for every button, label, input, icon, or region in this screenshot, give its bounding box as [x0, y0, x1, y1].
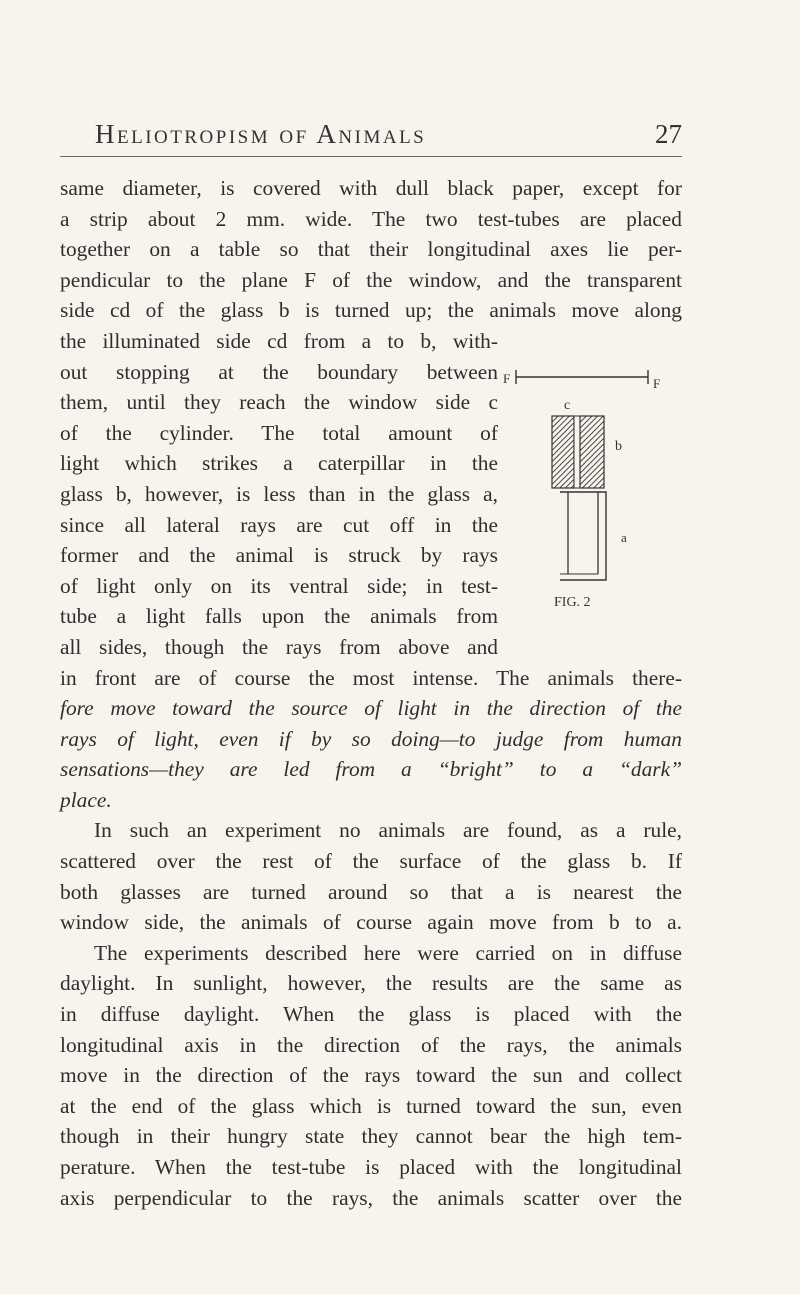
- text-line: axis perpendicular to the rays, the animals scatter over the: [60, 1185, 682, 1210]
- text-line: The experiments described here were carried on in diffuse: [94, 940, 682, 965]
- text-line: pendicular to the plane F of the window, and the transparent: [60, 267, 682, 292]
- label-c: c: [564, 398, 571, 413]
- text-line: since all lateral rays are cut off in the: [60, 512, 498, 537]
- text-line: longitudinal axis in the direction of the rays, the animals: [60, 1032, 682, 1057]
- page-number: 27: [655, 119, 682, 149]
- figure-caption: FIG. 2: [554, 595, 591, 608]
- text-line: window side, the animals of course again move from b to a.: [60, 910, 682, 935]
- figure-2: [498, 368, 682, 608]
- figure-2-diagram: [498, 368, 682, 608]
- label-f-left: F: [503, 371, 511, 386]
- text-line: daylight. In sunlight, however, the results are the same as: [60, 971, 682, 996]
- text-line: together on a table so that their longitudinal axes lie per-: [60, 237, 682, 262]
- header-rule: [60, 156, 682, 157]
- text-line: at the end of the glass which is turned toward the sun, even: [60, 1093, 682, 1118]
- text-line: a strip about 2 mm. wide. The two test-tubes are placed: [60, 206, 682, 231]
- text-line: out stopping at the boundary between: [60, 359, 498, 384]
- text-line: sensations—they are led from a “bright” to a “dark”: [60, 757, 682, 782]
- text-line: the illuminated side cd from a to b, with-: [60, 328, 498, 353]
- text-line: of light only on its ventral side; in test-: [60, 573, 498, 598]
- text-line: light which strikes a caterpillar in the: [60, 451, 498, 476]
- text-line: them, until they reach the window side c: [60, 390, 498, 415]
- test-tube-a: [560, 492, 606, 580]
- text-line: former and the animal is struck by rays: [60, 543, 498, 568]
- text-line: of the cylinder. The total amount of: [60, 420, 498, 445]
- text-line: scattered over the rest of the surface of the glass b. If: [60, 849, 682, 874]
- text-line: both glasses are turned around so that a is nearest the: [60, 879, 682, 904]
- text-line: tube a light falls upon the animals from: [60, 604, 498, 629]
- text-line: all sides, though the rays from above and: [60, 634, 498, 659]
- text-line: side cd of the glass b is turned up; the animals move along: [60, 298, 682, 323]
- text-line: fore move toward the source of light in the direction of the: [60, 696, 682, 721]
- label-b: b: [615, 439, 622, 454]
- text-line: move in the direction of the rays toward the sun and collect: [60, 1063, 682, 1088]
- text-line: rays of light, even if by so doing—to judge from human: [60, 726, 682, 751]
- text-line: glass b, however, is less than in the glass a,: [60, 481, 498, 506]
- body-text: [60, 173, 682, 1213]
- test-tube-b: [552, 416, 604, 488]
- running-header: [95, 119, 682, 159]
- text-line: In such an experiment no animals are found, as a rule,: [94, 818, 682, 843]
- running-title: Heliotropism of Animals: [95, 119, 427, 149]
- label-a: a: [621, 530, 627, 545]
- text-line: though in their hungry state they cannot bear the high tem-: [60, 1124, 682, 1149]
- text-line: same diameter, is covered with dull black paper, except for: [60, 176, 682, 200]
- text-line: perature. When the test-tube is placed with the longitudinal: [60, 1155, 682, 1179]
- text-line: place.: [60, 787, 112, 812]
- label-f-right: F: [653, 376, 661, 391]
- text-line: in diffuse daylight. When the glass is placed with the: [60, 1002, 682, 1027]
- window-plane-line: [516, 370, 648, 384]
- text-line: in front are of course the most intense. The animals there-: [60, 665, 682, 690]
